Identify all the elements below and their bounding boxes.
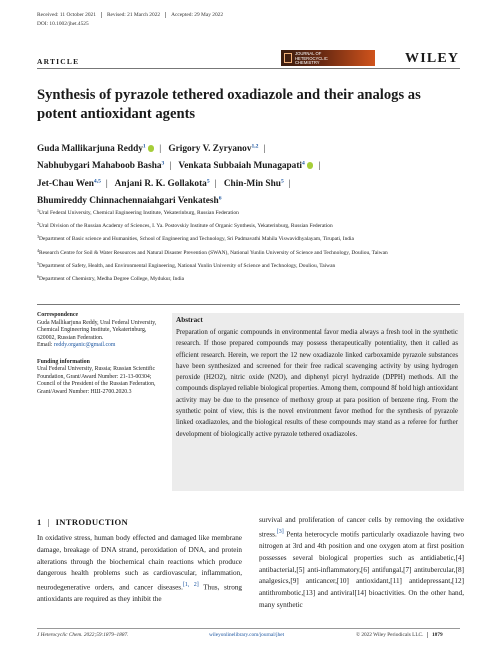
article-dates (37, 12, 223, 18)
correspondence-text: Guda Mallikarjuna Reddy, Ural Federal University, Chemical Engineering Institute, Yekaterinburg, 620002, Russian Federation. (37, 319, 157, 341)
author[interactable]: Guda Mallikarjuna Reddy$^1$ (37, 144, 154, 154)
affiliations (37, 210, 467, 289)
publisher-logo: WILEY (405, 51, 460, 66)
author[interactable]: Grigory V. Zyryanov$^{1,2}$ (168, 143, 259, 154)
doi[interactable]: DOI: 10.1002/jhet.4525 (37, 21, 89, 27)
correspondence-heading: Correspondence (37, 312, 79, 318)
funding-text: Ural Federal University, Russia; Russian Scientific Foundation, Grant/Award Number: 21-13-00304; Council of the President of the Russian Federation, Grant/Award Number: НШ-2700.2020.3 (37, 366, 156, 395)
affiliation-item: $^4$Research Centre for Soil & Water Resources and Natural Disaster Prevention (SWAN), National Yunlin University of Science and Technology, Douliou, Taiwan (37, 247, 388, 256)
affiliation-item: $^2$Ural Division of the Russian Academy of Sciences, I. Ya. Postovskiy Institute of Organic Synthesis, Yekaterinburg, Russian Federation (37, 221, 333, 230)
orcid-icon[interactable] (148, 145, 155, 152)
funding-block (37, 359, 162, 397)
correspondence-block: Correspondence Guda Mallikarjuna Reddy, Ural Federal University, Chemical Engineering Institute, Yekaterinburg, 620002, Russian Federation. Email: reddy.organic@gmail.com (37, 312, 162, 350)
affiliation-item: $^1$Ural Federal University, Chemical Engineering Institute, Yekaterinburg, Russian Federation (37, 208, 239, 216)
paper-title: Synthesis of pyrazole tethered oxadiazole and their analogs as potent antioxidant agents (37, 87, 421, 122)
abstract-text: Preparation of organic compounds in environmental favor media always a fresh tool in the synthetic research. If those prepared compounds may possess therapeutically potentiality, then it called as efficient research. Herein, we report the 12 new oxadiazole linked carboxamide pyrazole substances have been synthesized and screened for their free radical scavenging activity by using hydrogen peroxide (H2O2), nitric oxide (N2O), and diphenyl picryl hydrazide (DPPH) methods. All the compounds displayed reliable biological properties. Among them, compound 8f hold high antioxidant activity may be due to the presence of methoxy group at para position of benzene ring. From the synthetic point of view, this is the novel environment favor method for the synthesis of pyrazole linked oxadiazoles, and the biological results of these compounds may stand as a referee for further development of biologically active pyrazole tethered oxadiazoles. (176, 329, 458, 438)
footer-divider (37, 628, 460, 629)
section-divider (37, 304, 460, 305)
journal-url-link[interactable]: wileyonlinelibrary.com/journal/jhet (209, 632, 285, 638)
citation-link[interactable]: [1, 2] (182, 582, 199, 589)
citation-link[interactable]: [3] (276, 528, 284, 535)
abstract-heading: Abstract (176, 316, 203, 324)
journal-logo-icon (284, 53, 292, 63)
section-heading: 1 | INTRODUCTION (37, 517, 128, 527)
accepted-date: Accepted: 29 May 2022 (171, 12, 224, 19)
author[interactable]: Venkata Subbaiah Munagapati$^4$ (178, 161, 313, 171)
affiliation-item: $^3$Department of Basic science and Humanities, School of Engineering and Technology, Sri Padmavathi Mahila Viswavidhyalayam, Tirupati, India (37, 234, 354, 243)
received-date: Received: 11 October 2021 (37, 12, 96, 19)
author[interactable]: Bhumireddy Chinnachennaiahgari Venkatesh$^6$ (37, 195, 222, 207)
page-number: 1879 (432, 632, 443, 639)
author[interactable]: Jet-Chau Wen$^{4,5}$ (37, 178, 101, 189)
affiliation-item: $^6$Department of Chemistry, Medha Degree College, Mydukur, India (37, 273, 184, 282)
funding-heading: Funding information (37, 358, 90, 365)
journal-citation: J Heterocyclic Chem. 2022;59:1879–1887. (37, 632, 129, 638)
orcid-icon[interactable] (307, 162, 314, 169)
copyright: © 2022 Wiley Periodicals LLC. 1879 (356, 632, 443, 639)
revised-date: Revised: 21 March 2022 (106, 12, 161, 19)
author[interactable]: Anjani R. K. Gollakota$^5$ (114, 178, 210, 189)
body-column-left: In oxidative stress, human body effected and damaged like membrane damage, breakage of DNA strand, peroxidation of DNA, and protein alterations through the biochemical chain reactions which produce dangerous health problems such as cardiovascular, inflammation, neurodegenerative orders, and cancer diseases.[1, 2] Thus, strong antioxidants are required as they inhibit the (37, 534, 243, 604)
author-list: Guda Mallikarjuna Reddy$^1$ | Grigory V. Zyryanov$^{1,2}$ | Nabhubygari Mahaboob Basha$^3$ | Venkata Subbaiah Munagapati$^4$ | Jet-Chau Wen$^{4,5}$ | Anjani R. K. Gollakota$^5$ | Chin-Min Shu$^5$ | Bhumireddy Chinnachennaiahgari Venkatesh$^6$ (37, 143, 321, 207)
email-link[interactable]: reddy.organic@gmail.com (53, 342, 116, 348)
article-type: ARTICLE (37, 57, 80, 66)
affiliation-item: $^5$Department of Safety, Health, and Environmental Engineering, National Yunlin University of Science and Technology, Douliou, Taiwan (37, 260, 336, 269)
journal-logo: JOURNAL OF HETEROCYCLIC CHEMISTRY (281, 50, 375, 66)
sidebar-info (37, 312, 162, 405)
body-column-right: survival and proliferation of cancer cells by removing the oxidative stress.[3] Penta heterocycle motifs particularly oxadiazole having two nitrogen at 3rd and 4th position and one oxygen atom at first position possesses several biological properties such as antidiabetic,[4] antibacterial,[5] anti-inflammatory,[6] antifungal,[7] antitubercular,[8] analgesics,[9] anticancer,[10] antioxidant,[11] antidepressant,[12] antithrombotic,[13] and antiviral[14] bioactivities. On the other hand, many synthetic (259, 516, 464, 609)
header-divider (37, 68, 460, 69)
author[interactable]: Nabhubygari Mahaboob Basha$^3$ (37, 160, 165, 172)
author[interactable]: Chin-Min Shu$^5$ (223, 178, 284, 189)
